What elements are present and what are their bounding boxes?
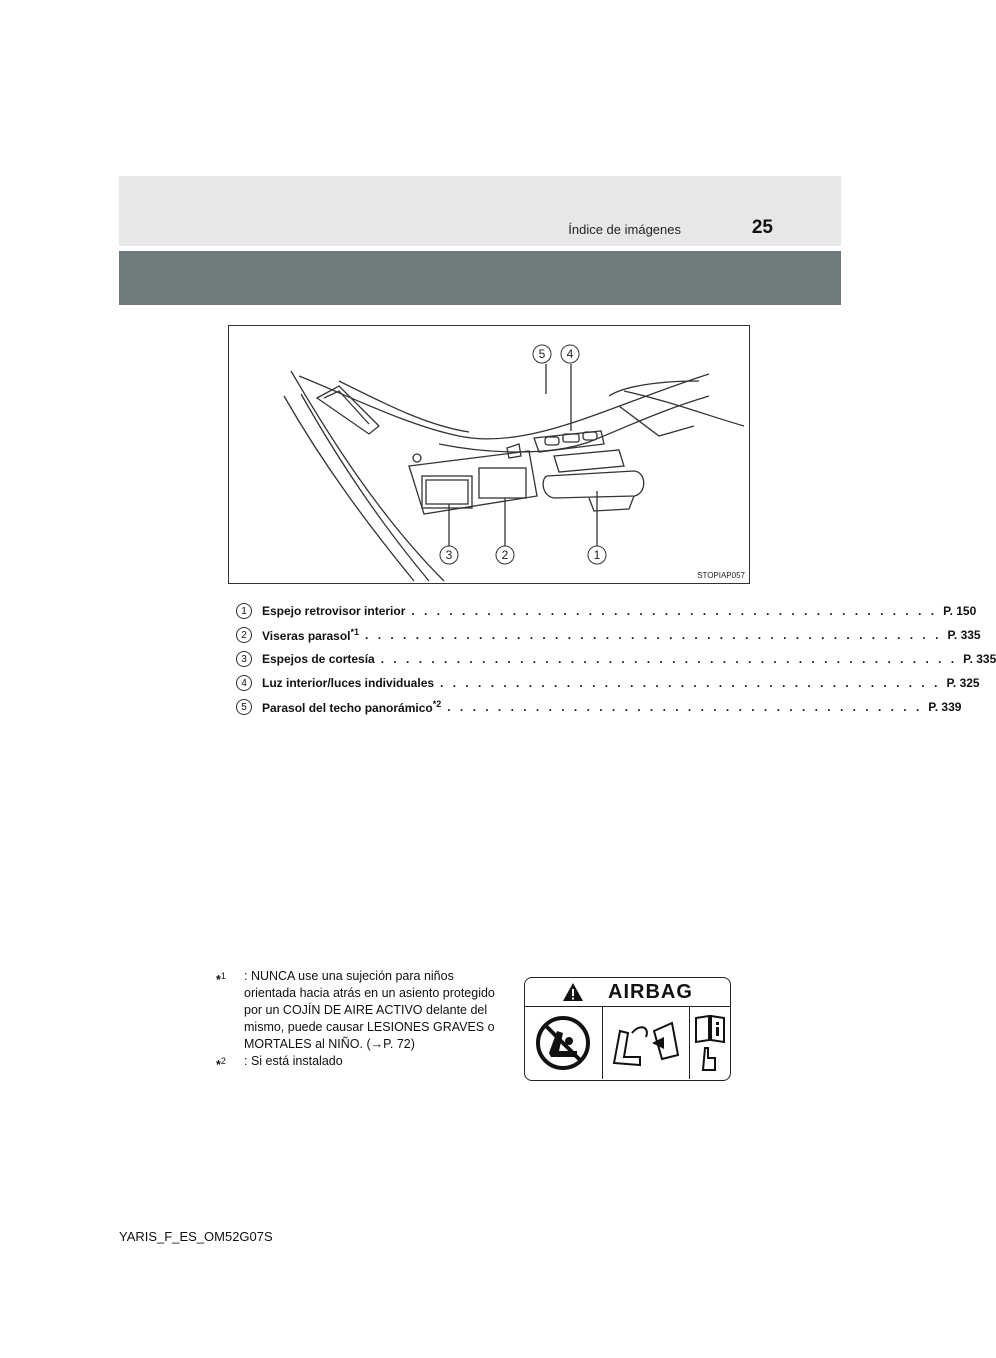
footnote bbox=[216, 1053, 506, 1074]
item-label: Parasol del techo panorámico$^{*2}$ bbox=[262, 699, 442, 715]
callout-3: 3 bbox=[445, 548, 453, 562]
page-number: 25 bbox=[751, 217, 773, 238]
footnote-text: : Si está instalado bbox=[244, 1054, 343, 1068]
callout-2: 2 bbox=[501, 548, 509, 562]
list-item bbox=[236, 599, 977, 623]
airbag-label-icons bbox=[525, 1007, 730, 1079]
leader-dots: . . . . . . . . . . . . . . . . . . . . . . . . . . . . . . . . . . . . . . . . bbox=[440, 676, 941, 690]
item-number: 4 bbox=[236, 675, 252, 691]
footnote-mark: *$^2$ bbox=[216, 1056, 226, 1073]
list-item bbox=[236, 647, 996, 671]
page-reference[interactable]: P. 335 bbox=[947, 628, 981, 642]
page-reference[interactable]: P. 339 bbox=[928, 700, 962, 714]
figure-code: STOPIAP057 bbox=[697, 571, 745, 580]
item-list bbox=[236, 599, 996, 719]
leader-dots: . . . . . . . . . . . . . . . . . . . . . . . . . . . . . . . . . . . . . . bbox=[447, 700, 923, 714]
footnote-ref: *2 bbox=[432, 699, 442, 709]
headliner-drawing bbox=[229, 326, 749, 583]
item-label: Espejos de cortesía bbox=[262, 652, 375, 666]
leader-dots: . . . . . . . . . . . . . . . . . . . . . . . . . . . . . . . . . . . . . . . . . . . . . . bbox=[365, 628, 942, 642]
callout-5: 5 bbox=[538, 347, 546, 361]
item-number: 5 bbox=[236, 699, 252, 715]
item-label: Viseras parasol$^{*1}$ bbox=[262, 627, 360, 643]
list-item bbox=[236, 623, 981, 647]
list-item bbox=[236, 695, 962, 719]
footnote-text: : NUNCA use una sujeción para niños orientada hacia atrás en un asiento protegido por un COJÍN DE AIRE ACTIVO delante del mismo, puede causar LESIONES GRAVES o MORTALES al NIÑO. (→P. 72) bbox=[244, 969, 495, 1051]
item-number: 3 bbox=[236, 651, 252, 667]
footnote-ref: *1 bbox=[350, 627, 360, 637]
leader-dots: . . . . . . . . . . . . . . . . . . . . . . . . . . . . . . . . . . . . . . . . . . bbox=[411, 604, 938, 618]
header-band bbox=[119, 251, 841, 305]
page-reference[interactable]: P. 335 bbox=[963, 652, 996, 666]
section-title: Índice de imágenes bbox=[568, 222, 681, 237]
item-label: Luz interior/luces individuales bbox=[262, 676, 435, 690]
footnotes bbox=[216, 968, 506, 1074]
no-rear-facing-seat-icon bbox=[525, 1007, 603, 1079]
airbag-deploy-icon bbox=[603, 1007, 691, 1079]
interior-illustration bbox=[228, 325, 750, 584]
document-code: YARIS_F_ES_OM52G07S bbox=[119, 1229, 273, 1244]
page-header bbox=[119, 176, 841, 246]
footnote bbox=[216, 968, 506, 1053]
airbag-title: AIRBAG bbox=[608, 980, 693, 1003]
callout-4: 4 bbox=[566, 347, 574, 361]
footnote-mark: *$^1$ bbox=[216, 971, 226, 988]
item-number: 2 bbox=[236, 627, 252, 643]
item-number: 1 bbox=[236, 603, 252, 619]
item-label: Espejo retrovisor interior bbox=[262, 604, 406, 618]
page-reference[interactable]: P. 150 bbox=[943, 604, 977, 618]
list-item bbox=[236, 671, 980, 695]
read-manual-icon bbox=[690, 1007, 730, 1079]
page-reference[interactable]: P. 325 bbox=[946, 676, 980, 690]
leader-dots: . . . . . . . . . . . . . . . . . . . . . . . . . . . . . . . . . . . . . . . . . . . . . . bbox=[380, 652, 958, 666]
airbag-label-header bbox=[525, 978, 730, 1007]
callout-1: 1 bbox=[593, 548, 601, 562]
airbag-warning-label bbox=[524, 977, 731, 1081]
warning-triangle-icon bbox=[562, 982, 584, 1002]
